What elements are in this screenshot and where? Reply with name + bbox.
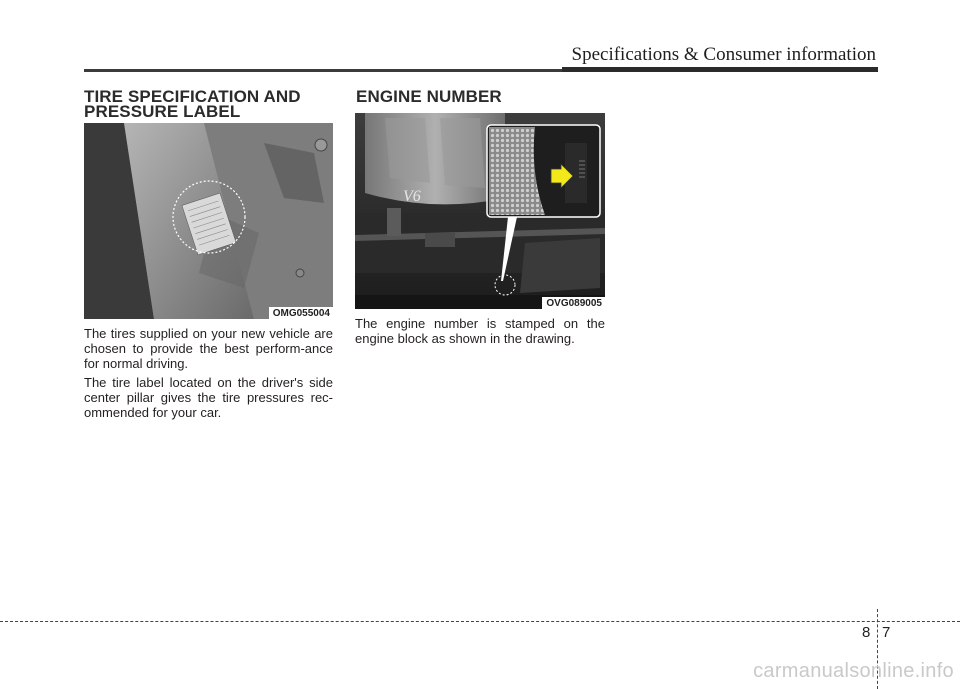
engine-heading: ENGINE NUMBER	[356, 87, 502, 106]
tire-label-photo	[84, 123, 333, 319]
watermark: carmanualsonline.info	[753, 660, 954, 682]
engine-paragraph-1: The engine number is stamped on the engine block as shown in the drawing.	[355, 316, 605, 346]
engine-number-photo	[355, 113, 605, 309]
tire-body-text	[84, 326, 333, 424]
tire-section-heading	[84, 89, 301, 119]
tire-paragraph-2: The tire label located on the driver's side center pillar gives the tire pressures rec-ommended for your car.	[84, 375, 333, 420]
page-number: 7	[882, 624, 891, 641]
header-rule-accent	[562, 67, 878, 72]
tire-heading-line1: TIRE SPECIFICATION AND	[84, 87, 301, 106]
tire-paragraph-1: The tires supplied on your new vehicle are chosen to provide the best perform-ance for normal driving.	[84, 326, 333, 371]
header-title: Specifications & Consumer information	[571, 44, 876, 65]
tire-photo-code: OMG055004	[269, 307, 333, 319]
tire-heading-line2: PRESSURE LABEL	[84, 102, 241, 121]
engine-badge: V6	[403, 188, 421, 205]
engine-photo-code: OVG089005	[542, 297, 605, 309]
engine-body-text	[355, 316, 605, 350]
chapter-number: 8	[862, 624, 871, 641]
footer-rule	[0, 621, 960, 622]
engine-section-heading	[356, 89, 502, 104]
